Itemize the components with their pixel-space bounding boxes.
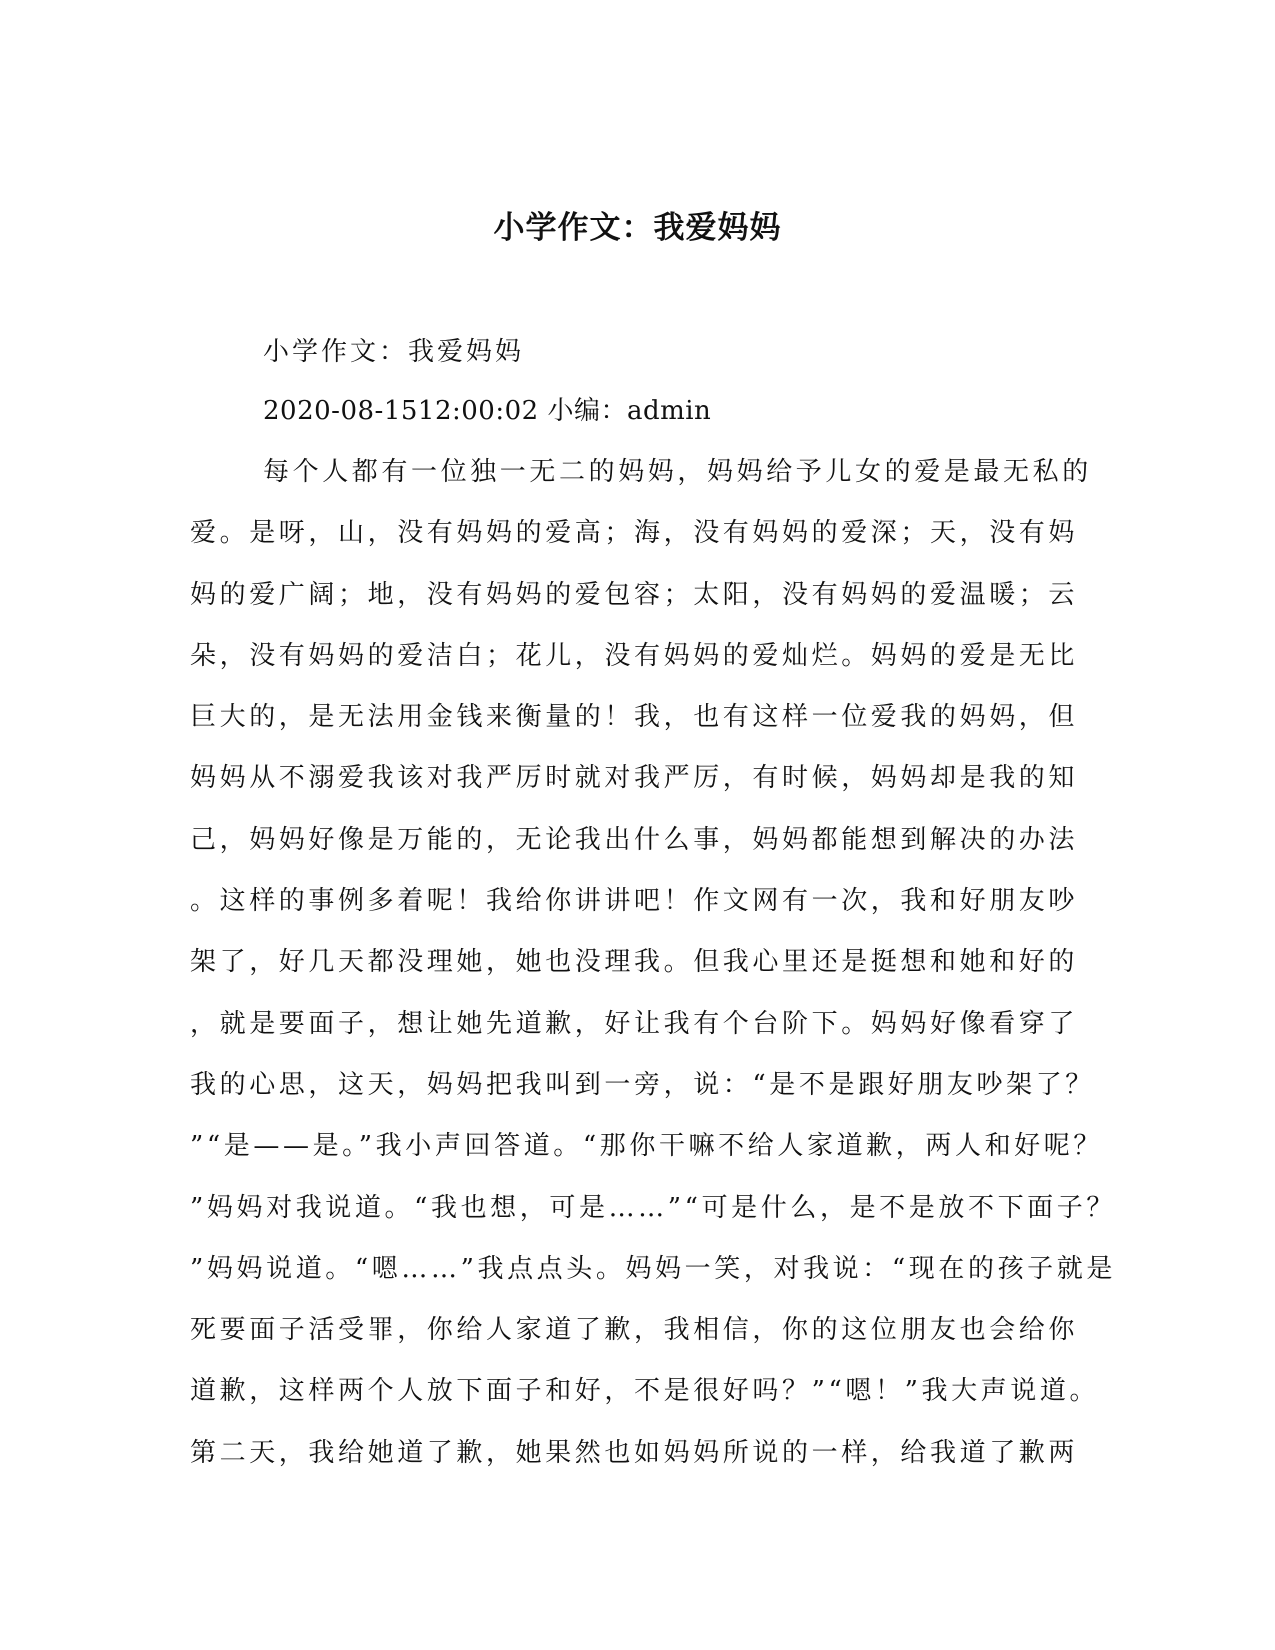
body-line: 架了，好几天都没理她，她也没理我。但我心里还是挺想和她和好的 bbox=[190, 947, 1079, 978]
body-line: 妈的爱广阔；地，没有妈妈的爱包容；太阳，没有妈妈的爱温暖；云 bbox=[190, 579, 1079, 610]
body-line: 朵，没有妈妈的爱洁白；花儿，没有妈妈的爱灿烂。妈妈的爱是无比 bbox=[190, 640, 1079, 671]
body-line: 每个人都有一位独一无二的妈妈，妈妈给予儿女的爱是最无私的 bbox=[263, 457, 1092, 487]
body-line: 我的心思，这天，妈妈把我叫到一旁，说：“是不是跟好朋友吵架了？ bbox=[190, 1069, 1095, 1100]
body-line: 妈妈从不溺爱我该对我严厉时就对我严厉，有时候，妈妈却是我的知 bbox=[190, 763, 1079, 794]
body-line: 死要面子活受罪，你给人家道了歉，我相信，你的这位朋友也会给你 bbox=[190, 1315, 1079, 1346]
article-meta: 2020-08-1512:00:02 小编：admin bbox=[263, 396, 712, 426]
body-line: ”妈妈对我说道。“我也想，可是……”“可是什么，是不是放不下面子？ bbox=[190, 1192, 1116, 1223]
article-body bbox=[190, 452, 1116, 1494]
body-line: 道歉，这样两个人放下面子和好，不是很好吗？”“嗯！”我大声说道。 bbox=[190, 1376, 1100, 1407]
body-line: 。这样的事例多着呢！我给你讲讲吧！作文网有一次，我和好朋友吵 bbox=[190, 886, 1079, 917]
body-line: 巨大的，是无法用金钱来衡量的！我，也有这样一位爱我的妈妈，但 bbox=[190, 702, 1079, 733]
body-line: ，就是要面子，想让她先道歉，好让我有个台阶下。妈妈好像看穿了 bbox=[190, 1008, 1079, 1039]
body-line: ”妈妈说道。“嗯……”我点点头。妈妈一笑，对我说：“现在的孩子就是 bbox=[190, 1253, 1116, 1284]
body-line: 爱。是呀，山，没有妈妈的爱高；海，没有妈妈的爱深；天，没有妈 bbox=[190, 518, 1079, 549]
body-line: 第二天，我给她道了歉，她果然也如妈妈所说的一样，给我道了歉两 bbox=[190, 1437, 1079, 1468]
body-line: ”“是——是。”我小声回答道。“那你干嘛不给人家道歉，两人和好呢？ bbox=[190, 1131, 1103, 1162]
document-title: 小学作文：我爱妈妈 bbox=[493, 210, 782, 246]
article-subtitle: 小学作文：我爱妈妈 bbox=[263, 337, 525, 367]
body-line: 己，妈妈好像是万能的，无论我出什么事，妈妈都能想到解决的办法 bbox=[190, 824, 1079, 855]
